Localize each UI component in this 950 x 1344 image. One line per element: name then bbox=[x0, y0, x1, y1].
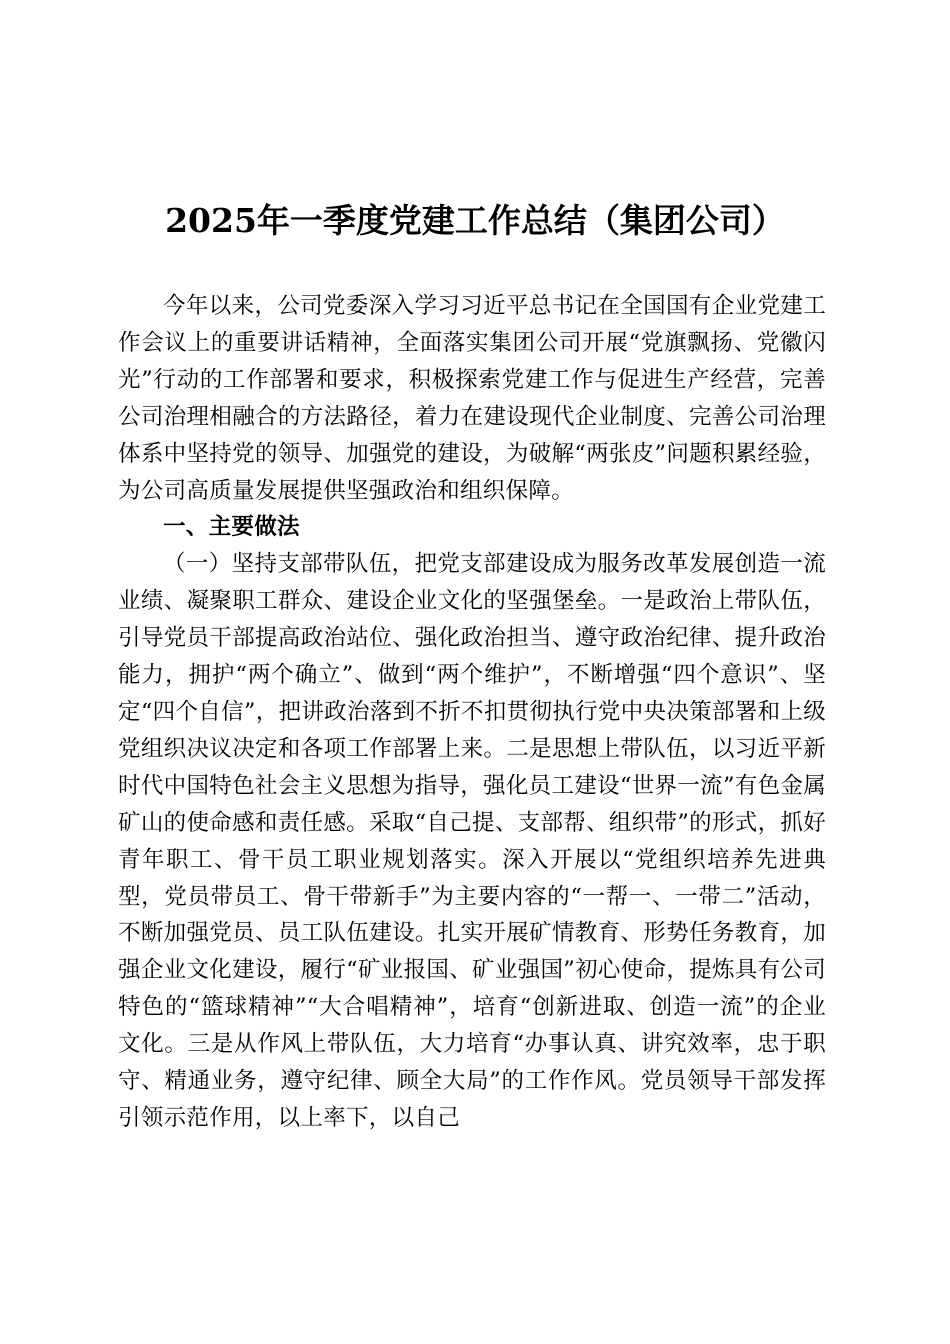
section-paragraph-1: （一）坚持支部带队伍，把党支部建设成为服务改革发展创造一流业绩、凝聚职工群众、建设企业文化的坚强堡垒。一是政治上带队伍，引导党员干部提高政治站位、强化政治担当、遵守政治纪律、提升政治能力，拥护“两个确立”、做到“两个维护”，不断增强“四个意识”、坚定“四个自信”，把讲政治落到不折不扣贯彻执行党中央决策部署和上级党组织决议决定和各项工作部署上来。二是思想上带队伍，以习近平新时代中国特色社会主义思想为指导，强化员工建设“世界一流”有色金属矿山的使命感和责任感。采取“自己提、支部帮、组织带”的形式，抓好青年职工、骨干员工职业规划落实。深入开展以“党组织培养先进典型，党员带员工、骨干带新手”为主要内容的“一帮一、一带二”活动，不断加强党员、员工队伍建设。扎实开展矿情教育、形势任务教育，加强企业文化建设，履行“矿业报国、矿业强国”初心使命，提炼具有公司特色的“篮球精神”“大合唱精神”，培育“创新进取、创造一流”的企业文化。三是从作风上带队伍，大力培育“办事认真、讲究效率，忠于职守、精通业务，遵守纪律、顾全大局”的工作作风。党员领导干部发挥引领示范作用，以上率下，以自己 bbox=[118, 551, 826, 1131]
intro-paragraph: 今年以来，公司党委深入学习习近平总书记在全国国有企业党建工作会议上的重要讲话精神，全面落实集团公司开展“党旗飘扬、党徽闪光”行动的工作部署和要求，积极探索党建工作与促进生产经营，完善公司治理相融合的方法路径，着力在建设现代企业制度、完善公司治理体系中坚持党的领导、加强党的建设，为破解“两张皮”问题积累经验，为公司高质量发展提供坚强政治和组织保障。 bbox=[118, 293, 826, 504]
section-heading-main-practices: 一、主要做法 bbox=[163, 514, 300, 541]
document-title: 2025年一季度党建工作总结（集团公司） bbox=[165, 201, 785, 240]
document-body bbox=[118, 288, 826, 1137]
